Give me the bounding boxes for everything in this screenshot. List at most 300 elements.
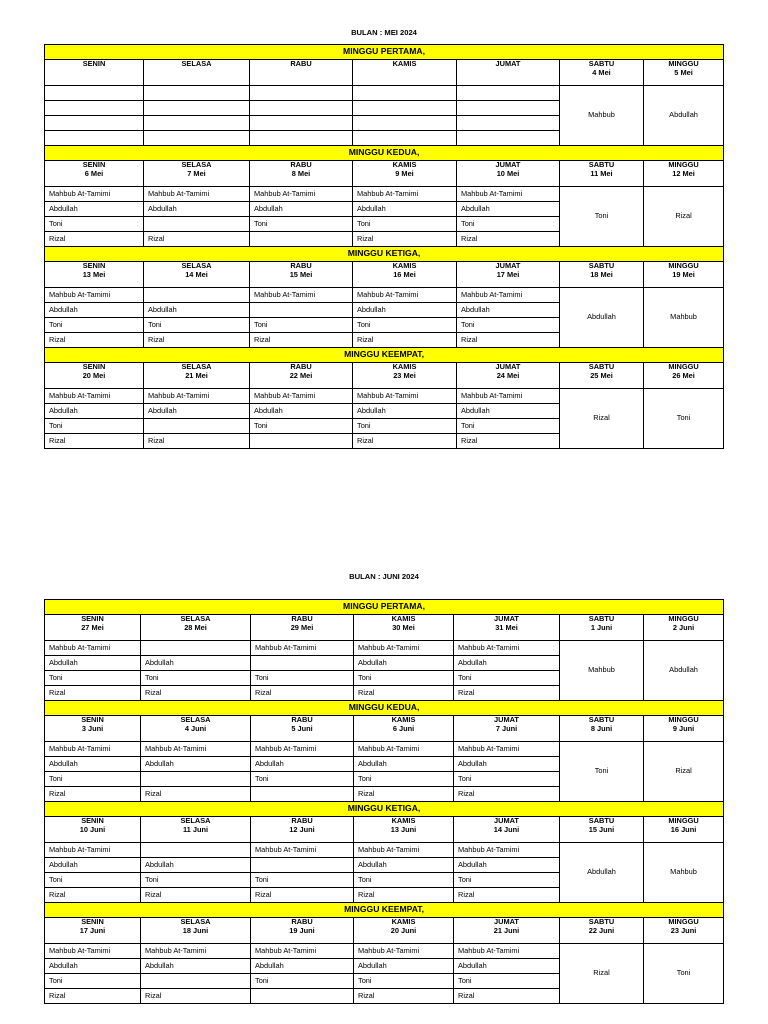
- schedule-table: [44, 599, 724, 1004]
- day-date: 13 Juni: [390, 824, 417, 834]
- duty-cell: Rizal: [45, 989, 141, 1004]
- day-date: 27 Mei: [81, 622, 104, 632]
- day-name: SABTU: [588, 614, 615, 623]
- duty-cell: Toni: [354, 873, 454, 888]
- duty-cell: Abdullah: [454, 959, 560, 974]
- day-date: 23 Juni: [670, 925, 697, 935]
- day-date: 7 Juni: [495, 723, 518, 733]
- duty-cell: Toni: [144, 318, 250, 333]
- day-header: [457, 262, 560, 288]
- duty-cell: Rizal: [457, 232, 560, 247]
- day-date: 30 Mei: [392, 622, 415, 632]
- duty-cell: Rizal: [45, 434, 144, 449]
- duty-cell: [251, 989, 354, 1004]
- day-header: [45, 716, 141, 742]
- sunday-duty: Mahbub: [644, 288, 724, 348]
- day-header: [354, 716, 454, 742]
- duty-cell: [250, 303, 353, 318]
- day-name: KAMIS: [391, 614, 416, 623]
- day-header-row: [45, 363, 724, 389]
- duty-cell: Abdullah: [354, 858, 454, 873]
- day-name: JUMAT: [494, 917, 519, 926]
- day-date: 8 Mei: [291, 168, 311, 178]
- duty-cell: [45, 101, 144, 116]
- duty-cell: [45, 86, 144, 101]
- day-header: [144, 161, 250, 187]
- day-date: 8 Juni: [590, 723, 613, 733]
- day-date: 4 Juni: [184, 723, 207, 733]
- duty-cell: [251, 787, 354, 802]
- duty-cell: [353, 101, 457, 116]
- day-name: MINGGU: [668, 816, 699, 825]
- day-name: SENIN: [82, 59, 106, 68]
- table-row: [45, 288, 724, 303]
- duty-cell: Toni: [45, 318, 144, 333]
- duty-cell: [251, 858, 354, 873]
- duty-cell: Rizal: [141, 888, 251, 903]
- duty-cell: Mahbub At-Tamimi: [45, 187, 144, 202]
- month-title: BULAN : MEI 2024: [351, 28, 417, 37]
- duty-cell: Toni: [454, 671, 560, 686]
- duty-cell: Toni: [457, 419, 560, 434]
- day-date: 7 Mei: [187, 168, 206, 178]
- day-name: KAMIS: [392, 261, 417, 270]
- day-header: [45, 262, 144, 288]
- day-name: SELASA: [180, 715, 211, 724]
- day-name: MINGGU: [668, 261, 699, 270]
- table-row: [45, 742, 724, 757]
- duty-cell: [250, 232, 353, 247]
- sunday-duty: Toni: [644, 944, 724, 1004]
- duty-cell: Toni: [141, 671, 251, 686]
- day-header: [353, 60, 457, 86]
- duty-cell: Mahbub At-Tamimi: [251, 843, 354, 858]
- day-date: 28 Mei: [184, 622, 207, 632]
- day-name: SELASA: [180, 917, 211, 926]
- day-header: [644, 161, 724, 187]
- duty-cell: Abdullah: [45, 202, 144, 217]
- duty-cell: Abdullah: [251, 959, 354, 974]
- day-header: [560, 363, 644, 389]
- day-name: SELASA: [181, 261, 212, 270]
- duty-cell: Mahbub At-Tamimi: [141, 742, 251, 757]
- day-name: KAMIS: [392, 160, 417, 169]
- day-name: RABU: [290, 261, 312, 270]
- week-title: MINGGU KETIGA,: [45, 802, 724, 817]
- day-header: [250, 363, 353, 389]
- duty-cell: Mahbub At-Tamimi: [353, 288, 457, 303]
- day-header: [251, 817, 354, 843]
- day-date: 5 Mei: [674, 67, 693, 77]
- duty-cell: Abdullah: [454, 757, 560, 772]
- duty-cell: [144, 116, 250, 131]
- day-name: KAMIS: [391, 715, 416, 724]
- duty-cell: [250, 434, 353, 449]
- duty-cell: [251, 656, 354, 671]
- duty-cell: [353, 131, 457, 146]
- day-date: 22 Mei: [289, 370, 313, 380]
- day-name: SELASA: [180, 816, 211, 825]
- duty-cell: Abdullah: [144, 303, 250, 318]
- table-row: [45, 641, 724, 656]
- duty-cell: Mahbub At-Tamimi: [144, 389, 250, 404]
- day-name: KAMIS: [391, 917, 416, 926]
- day-date: 2 Juni: [672, 622, 695, 632]
- day-date: 26 Mei: [672, 370, 695, 380]
- day-name: SENIN: [81, 715, 104, 724]
- day-name: JUMAT: [494, 614, 519, 623]
- day-name: JUMAT: [495, 59, 521, 68]
- day-header: [560, 615, 644, 641]
- day-name: SENIN: [82, 160, 106, 169]
- day-date: 22 Juni: [588, 925, 615, 935]
- day-name: MINGGU: [668, 160, 699, 169]
- duty-cell: Mahbub At-Tamimi: [354, 843, 454, 858]
- day-date: 10 Juni: [79, 824, 106, 834]
- duty-cell: Toni: [141, 873, 251, 888]
- day-date: 13 Mei: [82, 269, 106, 279]
- day-date: 10 Mei: [496, 168, 520, 178]
- day-date: 25 Mei: [590, 370, 613, 380]
- duty-cell: Toni: [454, 873, 560, 888]
- day-name: RABU: [291, 614, 313, 623]
- day-name: SENIN: [81, 816, 104, 825]
- duty-cell: Rizal: [144, 232, 250, 247]
- day-header: [353, 262, 457, 288]
- duty-cell: Abdullah: [353, 303, 457, 318]
- duty-cell: Rizal: [454, 787, 560, 802]
- duty-cell: Rizal: [141, 989, 251, 1004]
- table-row: [45, 187, 724, 202]
- day-name: SELASA: [181, 59, 212, 68]
- duty-cell: Toni: [353, 419, 457, 434]
- day-date: 12 Mei: [672, 168, 695, 178]
- duty-cell: [144, 131, 250, 146]
- day-name: KAMIS: [392, 362, 417, 371]
- day-header: [644, 363, 724, 389]
- day-name: RABU: [291, 715, 313, 724]
- duty-cell: Abdullah: [354, 656, 454, 671]
- day-name: RABU: [291, 816, 313, 825]
- day-date: 1 Juni: [590, 622, 613, 632]
- duty-cell: Mahbub At-Tamimi: [353, 187, 457, 202]
- day-name: MINGGU: [668, 59, 699, 68]
- duty-cell: Rizal: [354, 787, 454, 802]
- duty-cell: [457, 101, 560, 116]
- duty-cell: [141, 843, 251, 858]
- sunday-duty: Abdullah: [644, 86, 724, 146]
- day-name: SABTU: [588, 362, 615, 371]
- duty-cell: [353, 86, 457, 101]
- saturday-duty: Toni: [560, 187, 644, 247]
- day-date: 17 Juni: [79, 925, 106, 935]
- day-header: [354, 615, 454, 641]
- day-date: 11 Mei: [590, 168, 613, 178]
- duty-cell: Toni: [45, 873, 141, 888]
- day-date: 29 Mei: [290, 622, 314, 632]
- day-date: 18 Mei: [590, 269, 613, 279]
- duty-cell: Toni: [457, 217, 560, 232]
- day-header: [250, 161, 353, 187]
- saturday-duty: Rizal: [560, 389, 644, 449]
- duty-cell: [144, 419, 250, 434]
- duty-cell: Rizal: [45, 686, 141, 701]
- day-date: [461, 69, 555, 78]
- duty-cell: [250, 101, 353, 116]
- duty-cell: Toni: [45, 217, 144, 232]
- duty-cell: Toni: [454, 974, 560, 989]
- day-date: [148, 69, 245, 78]
- duty-cell: [250, 131, 353, 146]
- saturday-duty: Abdullah: [560, 843, 644, 903]
- day-date: 18 Juni: [182, 925, 209, 935]
- day-name: KAMIS: [392, 59, 417, 68]
- day-header: [457, 363, 560, 389]
- day-name: SENIN: [82, 261, 106, 270]
- duty-cell: Mahbub At-Tamimi: [251, 944, 354, 959]
- day-date: 14 Mei: [185, 269, 208, 279]
- day-header: [45, 161, 144, 187]
- day-name: SABTU: [588, 59, 615, 68]
- day-header: [560, 918, 644, 944]
- duty-cell: [141, 772, 251, 787]
- duty-cell: Rizal: [45, 787, 141, 802]
- day-date: 4 Mei: [592, 67, 611, 77]
- day-header: [251, 918, 354, 944]
- day-header: [354, 918, 454, 944]
- duty-cell: Rizal: [144, 333, 250, 348]
- day-date: 15 Juni: [588, 824, 615, 834]
- day-header: [45, 817, 141, 843]
- day-date: 23 Mei: [393, 370, 416, 380]
- day-header-row: [45, 716, 724, 742]
- day-date: 24 Mei: [496, 370, 520, 380]
- duty-cell: Mahbub At-Tamimi: [251, 742, 354, 757]
- table-row: [45, 86, 724, 101]
- day-header: [560, 60, 644, 86]
- duty-cell: Abdullah: [45, 404, 144, 419]
- day-date: 19 Juni: [289, 925, 315, 935]
- day-header: [560, 161, 644, 187]
- day-header: [251, 716, 354, 742]
- day-header: [250, 60, 353, 86]
- duty-cell: Mahbub At-Tamimi: [457, 389, 560, 404]
- sunday-duty: Rizal: [644, 187, 724, 247]
- day-name: JUMAT: [495, 362, 521, 371]
- day-name: MINGGU: [668, 917, 699, 926]
- duty-cell: Toni: [250, 419, 353, 434]
- duty-cell: [457, 131, 560, 146]
- day-date: 6 Juni: [392, 723, 415, 733]
- duty-cell: Rizal: [354, 686, 454, 701]
- day-header-row: [45, 161, 724, 187]
- day-name: MINGGU: [668, 715, 699, 724]
- day-header: [141, 615, 251, 641]
- duty-cell: Rizal: [45, 333, 144, 348]
- duty-cell: Toni: [45, 419, 144, 434]
- duty-cell: Mahbub At-Tamimi: [354, 944, 454, 959]
- day-date: 20 Mei: [82, 370, 106, 380]
- duty-cell: [457, 86, 560, 101]
- week-title: MINGGU PERTAMA,: [45, 45, 724, 60]
- duty-cell: [144, 288, 250, 303]
- day-header-row: [45, 817, 724, 843]
- day-header: [45, 918, 141, 944]
- day-date: 21 Juni: [493, 925, 520, 935]
- duty-cell: Toni: [454, 772, 560, 787]
- duty-cell: Abdullah: [45, 959, 141, 974]
- duty-cell: Mahbub At-Tamimi: [353, 389, 457, 404]
- duty-cell: Rizal: [454, 686, 560, 701]
- duty-cell: Toni: [251, 974, 354, 989]
- duty-cell: Rizal: [141, 686, 251, 701]
- duty-cell: [45, 131, 144, 146]
- duty-cell: Mahbub At-Tamimi: [141, 944, 251, 959]
- day-header: [141, 817, 251, 843]
- day-date: 20 Juni: [390, 925, 417, 935]
- duty-cell: [144, 217, 250, 232]
- duty-cell: Mahbub At-Tamimi: [251, 641, 354, 656]
- day-name: JUMAT: [494, 816, 519, 825]
- day-date: [357, 69, 452, 78]
- day-name: SABTU: [588, 816, 615, 825]
- duty-cell: [250, 86, 353, 101]
- duty-cell: Rizal: [141, 787, 251, 802]
- duty-cell: Mahbub At-Tamimi: [45, 742, 141, 757]
- day-date: 19 Mei: [672, 269, 695, 279]
- duty-cell: Mahbub At-Tamimi: [454, 742, 560, 757]
- day-header: [560, 262, 644, 288]
- duty-cell: Abdullah: [251, 757, 354, 772]
- day-header-row: [45, 918, 724, 944]
- duty-cell: Rizal: [353, 232, 457, 247]
- day-name: SABTU: [588, 715, 615, 724]
- week-title: MINGGU KEEMPAT,: [45, 348, 724, 363]
- duty-cell: Rizal: [353, 333, 457, 348]
- duty-cell: Rizal: [454, 888, 560, 903]
- day-date: 16 Mei: [393, 269, 416, 279]
- day-header: [644, 615, 724, 641]
- day-header: [251, 615, 354, 641]
- duty-cell: Mahbub At-Tamimi: [45, 641, 141, 656]
- day-header: [644, 716, 724, 742]
- table-row: [45, 389, 724, 404]
- day-header: [457, 161, 560, 187]
- duty-cell: Toni: [251, 671, 354, 686]
- duty-cell: Mahbub At-Tamimi: [250, 187, 353, 202]
- duty-cell: Toni: [354, 772, 454, 787]
- day-header: [644, 60, 724, 86]
- sunday-duty: Rizal: [644, 742, 724, 802]
- table-row: [45, 944, 724, 959]
- day-header: [454, 918, 560, 944]
- duty-cell: Mahbub At-Tamimi: [354, 742, 454, 757]
- day-date: 5 Juni: [291, 723, 313, 733]
- day-name: KAMIS: [391, 816, 416, 825]
- duty-cell: Abdullah: [457, 202, 560, 217]
- day-name: RABU: [290, 59, 312, 68]
- week-title: MINGGU PERTAMA,: [45, 600, 724, 615]
- duty-cell: Toni: [45, 974, 141, 989]
- day-name: RABU: [290, 362, 312, 371]
- day-header: [644, 817, 724, 843]
- day-name: SELASA: [180, 614, 211, 623]
- day-name: JUMAT: [495, 160, 521, 169]
- duty-cell: Mahbub At-Tamimi: [45, 288, 144, 303]
- duty-cell: Abdullah: [144, 202, 250, 217]
- day-header-row: [45, 615, 724, 641]
- duty-cell: Abdullah: [454, 656, 560, 671]
- duty-cell: Rizal: [354, 888, 454, 903]
- day-header: [45, 363, 144, 389]
- duty-cell: Mahbub At-Tamimi: [454, 843, 560, 858]
- duty-cell: Abdullah: [141, 656, 251, 671]
- day-header: [45, 60, 144, 86]
- duty-cell: Toni: [251, 873, 354, 888]
- saturday-duty: Toni: [560, 742, 644, 802]
- duty-cell: Toni: [45, 772, 141, 787]
- day-date: 6 Mei: [84, 168, 104, 178]
- day-name: SABTU: [588, 261, 615, 270]
- duty-cell: [250, 116, 353, 131]
- day-header: [560, 716, 644, 742]
- day-name: SELASA: [181, 362, 212, 371]
- duty-cell: Toni: [250, 318, 353, 333]
- day-name: RABU: [291, 917, 313, 926]
- duty-cell: Rizal: [457, 333, 560, 348]
- duty-cell: Toni: [250, 217, 353, 232]
- duty-cell: Rizal: [354, 989, 454, 1004]
- duty-cell: Rizal: [144, 434, 250, 449]
- week-title: MINGGU KETIGA,: [45, 247, 724, 262]
- day-date: 17 Mei: [496, 269, 520, 279]
- day-header: [353, 363, 457, 389]
- duty-cell: Abdullah: [354, 959, 454, 974]
- day-header: [250, 262, 353, 288]
- day-header: [144, 363, 250, 389]
- duty-cell: Toni: [354, 671, 454, 686]
- day-name: MINGGU: [668, 362, 699, 371]
- day-date: 9 Juni: [672, 723, 695, 733]
- duty-cell: Mahbub At-Tamimi: [250, 389, 353, 404]
- duty-cell: Abdullah: [457, 404, 560, 419]
- duty-cell: Mahbub At-Tamimi: [45, 843, 141, 858]
- day-header: [141, 716, 251, 742]
- day-date: 16 Juni: [670, 824, 697, 834]
- day-header: [354, 817, 454, 843]
- duty-cell: Abdullah: [45, 757, 141, 772]
- day-date: 14 Juni: [493, 824, 520, 834]
- day-name: SABTU: [588, 917, 615, 926]
- day-name: SABTU: [588, 160, 615, 169]
- duty-cell: Rizal: [457, 434, 560, 449]
- day-name: SENIN: [81, 614, 104, 623]
- day-header: [644, 918, 724, 944]
- duty-cell: [144, 86, 250, 101]
- duty-cell: Rizal: [45, 232, 144, 247]
- duty-cell: Abdullah: [141, 858, 251, 873]
- duty-cell: [144, 101, 250, 116]
- day-header: [454, 817, 560, 843]
- day-header: [144, 262, 250, 288]
- duty-cell: [457, 116, 560, 131]
- duty-cell: Mahbub At-Tamimi: [250, 288, 353, 303]
- duty-cell: Abdullah: [144, 404, 250, 419]
- duty-cell: [141, 974, 251, 989]
- duty-cell: Abdullah: [45, 858, 141, 873]
- duty-cell: Toni: [45, 671, 141, 686]
- duty-cell: Abdullah: [141, 757, 251, 772]
